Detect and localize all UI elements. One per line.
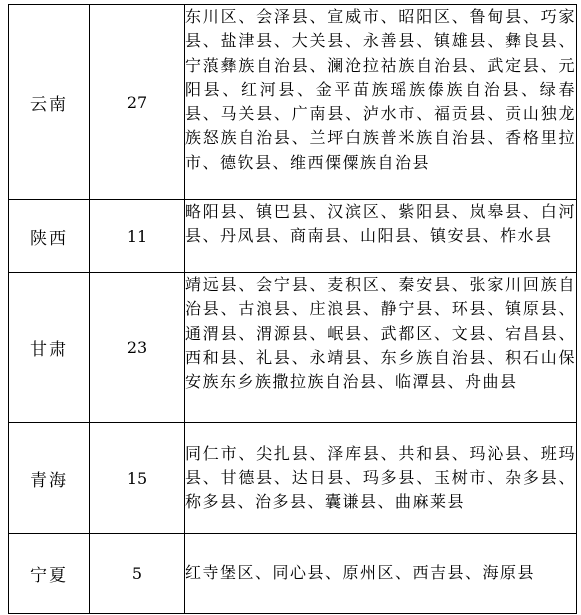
county-count-cell: 23 (90, 273, 185, 423)
province-cell: 宁夏 (9, 534, 90, 614)
table-row (9, 423, 577, 534)
province-cell: 甘肃 (9, 273, 90, 423)
county-list-cell: 略阳县、镇巴县、汉滨区、紫阳县、岚皋县、白河县、丹凤县、商南县、山阳县、镇安县、柞水县 (185, 200, 577, 273)
county-list-cell: 红寺堡区、同心县、原州区、西吉县、海原县 (185, 534, 577, 614)
county-count-cell: 5 (90, 534, 185, 614)
table-row (9, 200, 577, 273)
table-row (9, 534, 577, 614)
county-list-cell: 靖远县、会宁县、麦积区、秦安县、张家川回族自治县、古浪县、庄浪县、静宁县、环县、镇原县、通渭县、渭源县、岷县、武都区、文县、宕昌县、西和县、礼县、永靖县、东乡族自治县、积石山保安族东乡族撒拉族自治县、临潭县、舟曲县 (185, 273, 577, 423)
table-row (9, 5, 577, 200)
county-list-cell: 同仁市、尖扎县、泽库县、共和县、玛沁县、班玛县、甘德县、达日县、玛多县、玉树市、杂多县、称多县、治多县、囊谦县、曲麻莱县 (185, 423, 577, 534)
county-count-cell: 27 (90, 5, 185, 200)
table-row (9, 273, 577, 423)
county-count-cell: 15 (90, 423, 185, 534)
province-cell: 陕西 (9, 200, 90, 273)
province-cell: 青海 (9, 423, 90, 534)
county-list-cell: 东川区、会泽县、宣威市、昭阳区、鲁甸县、巧家县、盐津县、大关县、永善县、镇雄县、彝良县、宁蒗彝族自治县、澜沧拉祜族自治县、武定县、元阳县、红河县、金平苗族瑶族傣族自治县、绿春县、马关县、广南县、泸水市、福贡县、贡山独龙族怒族自治县、兰坪白族普米族自治县、香格里拉市、德钦县、维西傈僳族自治县 (185, 5, 577, 200)
county-table (8, 4, 577, 614)
county-count-cell: 11 (90, 200, 185, 273)
province-cell: 云南 (9, 5, 90, 200)
